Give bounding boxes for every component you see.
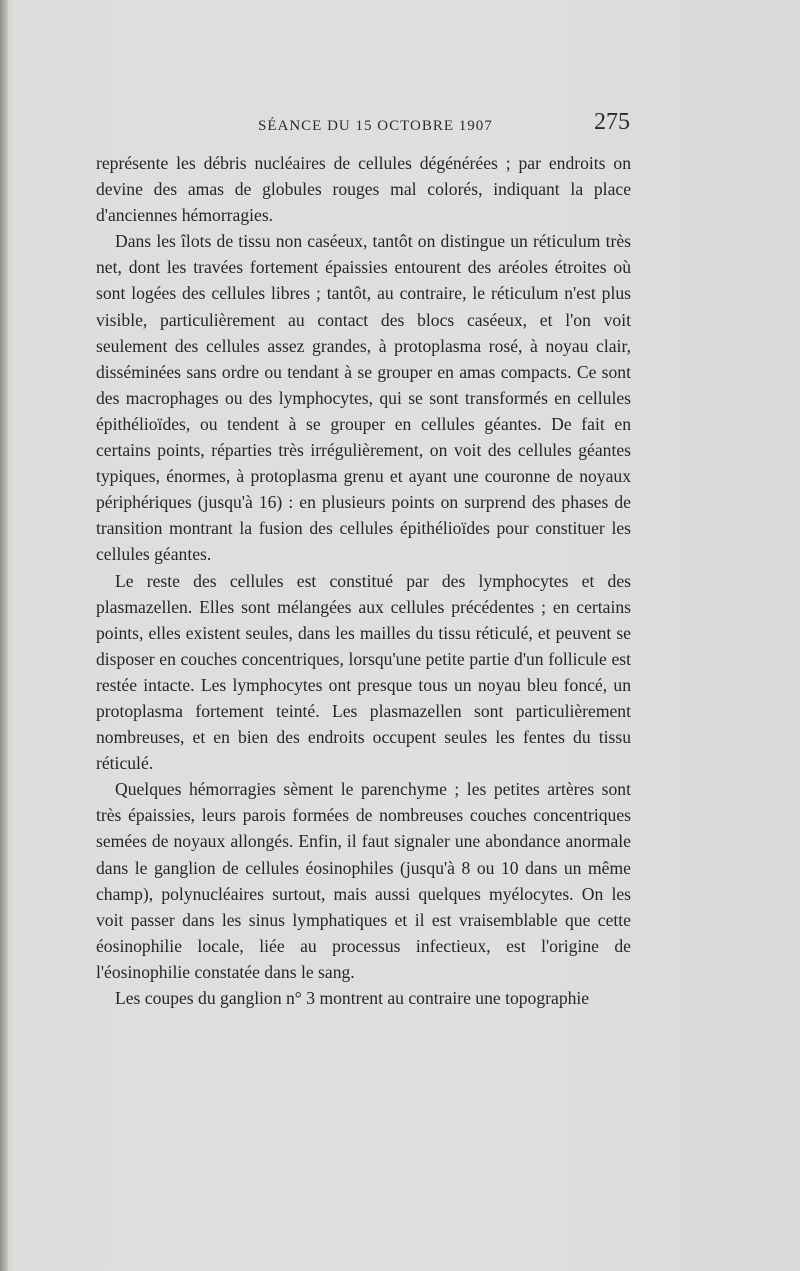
page-number: 275 xyxy=(594,109,630,135)
paragraph: représente les débris nucléaires de cellules dégénérées ; par endroits on devine des amas de globules rouges mal colorés, indiquant la place d'anciennes hémorragies. xyxy=(96,153,631,226)
binding-shadow xyxy=(0,0,8,1271)
paragraph: Le reste des cellules est constitué par des lymphocytes et des plasmazellen. Elles sont mélangées aux cellules précédentes ; en certains points, elles existent seules, dans les mailles du tissu réticulé, et peuvent se disposer en couches concentriques, lorsqu'une petite partie d'un follicule est restée intacte. Les lymphocytes ont presque tous un noyau bleu foncé, un protoplasma fortement teinté. Les plasmazellen sont particulièrement nombreuses, et en bien des endroits occupent seules les fentes du tissu réticulé. xyxy=(96,570,631,774)
body-text xyxy=(96,150,631,1011)
running-head xyxy=(0,109,800,143)
paragraph: Dans les îlots de tissu non caséeux, tantôt on distingue un réticulum très net, dont les travées fortement épaissies entourent des aréoles étroites où sont logées des cellules libres ; tantôt, au contraire, le réticulum n'est plus visible, particulièrement au contact des blocs caséeux, et l'on voit seulement des cellules assez grandes, à protoplasma rosé, à noyau clair, disséminées sans ordre ou tendant à se grouper en amas compacts. Ce sont des macrophages ou des lymphocytes, qui se sont transformés en cellules épithélioïdes, ou tendent à se grouper en cellules géantes. De fait en certains points, réparties très irrégulièrement, on voit des cellules géantes typiques, énormes, à protoplasma grenu et ayant une couronne de noyaux périphériques (jusqu'à 16) : en plusieurs points on surprend des phases de transition montrant la fusion des cellules épithélioïdes pour constituer les cellules géantes. xyxy=(96,231,631,565)
running-title: SÉANCE DU 15 OCTOBRE 1907 xyxy=(258,118,493,134)
paragraph: Quelques hémorragies sèment le parenchyme ; les petites artères sont très épaissies, leurs parois formées de nombreuses couches concentriques semées de noyaux allongés. Enfin, il faut signaler une abondance anormale dans le ganglion de cellules éosinophiles (jusqu'à 8 ou 10 dans un même champ), polynucléaires surtout, mais aussi quelques myélocytes. On les voit passer dans les sinus lymphatiques et il est vraisemblable que cette éosinophilie locale, liée au processus infectieux, est l'origine de l'éosinophilie constatée dans le sang. xyxy=(96,779,631,982)
paragraph: Les coupes du ganglion n° 3 montrent au contraire une topographie xyxy=(115,988,590,1008)
